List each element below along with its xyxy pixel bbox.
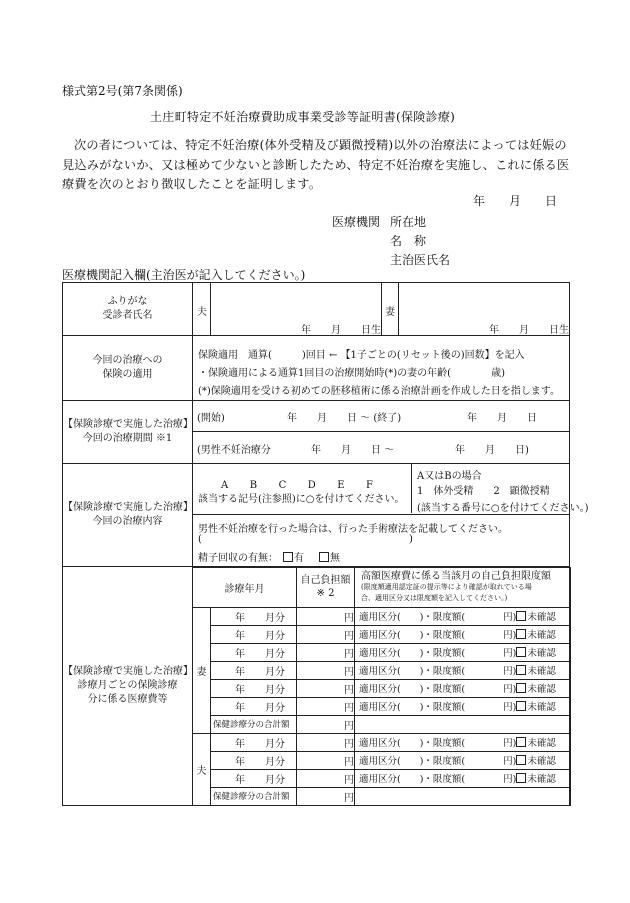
wife-birthdate[interactable]: 年 月 日生 — [489, 325, 569, 336]
costs-cell — [193, 567, 570, 806]
insurance-count-line[interactable]: 保険適用 通算( )回目 ← 【1子ごとの(リセット後の)回数】を記入 — [198, 350, 525, 361]
male-period-start[interactable]: 年 月 日 〜 — [311, 445, 395, 456]
husband-row — [193, 787, 571, 805]
wife-row — [193, 697, 571, 715]
husband-row — [193, 751, 571, 769]
sperm-recovery-label: 精子回収の有無： — [198, 553, 278, 564]
self-pay-header-line1: 自己負担額 — [300, 575, 351, 586]
content-label-line1: 【保険診療で実施した治療】 — [63, 502, 193, 513]
wife-age-line[interactable]: ・保険適用による通算1回目の治療開始時(*)の妻の年齢( 歳) — [198, 368, 505, 379]
husband-subtotal-label: 保健診療分の合計額 — [211, 787, 297, 805]
husband-month-cell[interactable]: 年 月分 — [211, 751, 297, 769]
checkbox-icon[interactable] — [516, 737, 526, 747]
wife-self-pay-cell[interactable]: 円 — [297, 625, 355, 643]
wife-limit-cell[interactable] — [355, 625, 571, 643]
insurance-label-line1: 今回の治療への — [92, 355, 163, 366]
institution-name-label: 名 称 — [390, 234, 427, 248]
paren-open: ( — [198, 534, 202, 545]
husband-row — [193, 769, 571, 787]
wife-self-pay-cell[interactable]: 円 — [297, 679, 355, 697]
self-pay-header-line2: ※ 2 — [316, 588, 335, 599]
section-title: 医療機関記入欄(主治医が記入してください。) — [62, 268, 306, 282]
intro-text: 次の者については、特定不妊治療(体外受精及び顕微授精)以外の治療法によっては妊娠の見込みがないか、又は極めて少ないと診断したため、特定不妊治療を実施し、これに係る医療費を次のとおり徴収したことを証明します。 — [62, 138, 570, 191]
wife-month-cell[interactable]: 年 月分 — [211, 697, 297, 715]
male-surgery-field[interactable] — [207, 532, 402, 546]
unconfirmed-label: 未確認 — [527, 738, 556, 749]
limit-text: 適用区分( )・限度額( 円) — [359, 648, 517, 659]
checkbox-icon[interactable] — [283, 552, 293, 562]
certificate-table — [62, 282, 589, 806]
wife-month-cell[interactable]: 年 月分 — [211, 679, 297, 697]
checkbox-icon[interactable] — [516, 647, 526, 657]
patient-name-label: 受診者氏名 — [102, 310, 153, 321]
wife-month-cell[interactable]: 年 月分 — [211, 643, 297, 661]
costs-label-cell — [63, 567, 193, 806]
male-period-end[interactable]: 年 月 日) — [455, 445, 529, 456]
male-period-label: (男性不妊治療分 — [197, 445, 271, 456]
issue-date[interactable]: 年 月 日 — [473, 194, 558, 208]
limit-text: 適用区分( )・限度額( 円) — [359, 738, 517, 749]
insurance-cell — [193, 336, 570, 401]
wife-month-cell[interactable]: 年 月分 — [211, 607, 297, 625]
self-pay-header — [297, 567, 355, 607]
paren-close: ) — [409, 534, 413, 545]
sperm-no-option[interactable] — [319, 549, 340, 564]
sperm-yes-label: 有 — [294, 553, 304, 564]
costs-table — [192, 567, 571, 806]
male-surgery-line: 男性不妊治療を行った場合は、行った手術療法を記載してください。 — [198, 524, 508, 535]
form-number: 様式第2号(第7条関係) — [62, 84, 183, 98]
wife-self-pay-cell[interactable]: 円 — [297, 643, 355, 661]
limit-text: 適用区分( )・限度額( 円) — [359, 702, 517, 713]
insurance-note: (*)保険適用を受ける初めての胚移植術に係る治療計画を作成した日を指します。 — [198, 386, 561, 397]
wife-limit-cell[interactable] — [355, 679, 571, 697]
unconfirmed-label: 未確認 — [527, 666, 556, 677]
checkbox-icon[interactable] — [516, 755, 526, 765]
insurance-label-line2: 保険の適用 — [102, 369, 153, 380]
limit-text: 適用区分( )・限度額( 円) — [359, 666, 517, 677]
content-label-cell — [63, 464, 193, 567]
husband-subtotal-blank — [355, 787, 571, 805]
period-start-label: (開始) — [197, 413, 225, 424]
unconfirmed-label: 未確認 — [527, 702, 556, 713]
costs-label-line3: 分に係る医療費等 — [87, 694, 168, 705]
wife-limit-cell[interactable] — [355, 661, 571, 679]
wife-self-pay-cell[interactable]: 円 — [297, 661, 355, 679]
period-end-date[interactable]: 年 月 日 — [467, 413, 537, 424]
wife-self-pay-cell[interactable]: 円 — [297, 697, 355, 715]
furigana-label: ふりがな — [107, 296, 148, 307]
costs-label-line2: 診療月ごとの保険診療 — [77, 680, 178, 691]
period-start-date[interactable]: 年 月 日 〜 (終了) — [287, 413, 402, 424]
doctor-name-label: 主治医氏名 — [390, 253, 451, 267]
patient-label-cell — [63, 283, 193, 336]
checkbox-icon[interactable] — [319, 552, 329, 562]
unconfirmed-label: 未確認 — [527, 774, 556, 785]
wife-row — [193, 643, 571, 661]
page-title: 土庄町特定不妊治療費助成事業受診等証明書(保険診療) — [150, 110, 456, 124]
husband-limit-cell[interactable] — [355, 769, 571, 787]
sperm-no-label: 無 — [330, 553, 340, 564]
husband-label: 夫 — [197, 307, 207, 318]
wife-row — [193, 715, 571, 733]
limit-header-line3: 合、適用区分又は限度額を記入してください。) — [361, 593, 508, 602]
husband-month-cell[interactable]: 年 月分 — [211, 769, 297, 787]
wife-row — [193, 625, 571, 643]
content-label-line2: 今回の治療内容 — [92, 516, 163, 527]
limit-text: 適用区分( )・限度額( 円) — [359, 612, 517, 623]
patient-names-cell — [193, 283, 570, 336]
period-label-line2: 今回の治療期間 ※1 — [82, 433, 173, 444]
ab-title: A又はBの場合 — [417, 471, 482, 482]
treatment-options[interactable]: A B C D E F — [221, 480, 374, 491]
checkbox-icon[interactable] — [516, 773, 526, 783]
sperm-yes-option[interactable] — [283, 549, 304, 564]
limit-header — [355, 567, 571, 607]
costs-label-line1: 【保険診療で実施した治療】 — [63, 666, 193, 677]
limit-header-line2: (限度額適用認定証の提示等により確認が取れている場 — [361, 582, 532, 591]
husband-subtotal-value[interactable]: 円 — [297, 787, 355, 805]
husband-self-pay-cell[interactable]: 円 — [297, 769, 355, 787]
content-cell — [193, 464, 589, 567]
husband-row — [193, 733, 571, 751]
wife-label: 妻 — [385, 307, 395, 318]
wife-month-cell[interactable]: 年 月分 — [211, 625, 297, 643]
period-label-cell — [63, 401, 193, 464]
husband-limit-cell[interactable] — [355, 751, 571, 769]
limit-text: 適用区分( )・限度額( 円) — [359, 684, 517, 695]
treatment-instruction: 該当する記号(注参照)に○を付けてください。 — [198, 494, 405, 505]
wife-subtotal-blank — [355, 715, 571, 733]
wife-row — [193, 661, 571, 679]
wife-limit-cell[interactable] — [355, 697, 571, 715]
wife-row — [193, 607, 571, 625]
limit-text: 適用区分( )・限度額( 円) — [359, 630, 517, 641]
insurance-label-cell — [63, 336, 193, 401]
month-header: 診療年月 — [193, 567, 297, 607]
wife-month-cell[interactable]: 年 月分 — [211, 661, 297, 679]
checkbox-icon[interactable] — [516, 611, 526, 621]
wife-self-pay-cell[interactable]: 円 — [297, 607, 355, 625]
unconfirmed-label: 未確認 — [527, 684, 556, 695]
wife-row — [193, 679, 571, 697]
wife-limit-cell[interactable] — [355, 643, 571, 661]
husband-self-pay-cell[interactable]: 円 — [297, 733, 355, 751]
husband-month-cell[interactable]: 年 月分 — [211, 733, 297, 751]
checkbox-icon[interactable] — [516, 629, 526, 639]
limit-text: 適用区分( )・限度額( 円) — [359, 756, 517, 767]
unconfirmed-label: 未確認 — [527, 648, 556, 659]
address-label: 所在地 — [390, 215, 427, 229]
husband-self-pay-cell[interactable]: 円 — [297, 751, 355, 769]
unconfirmed-label: 未確認 — [527, 756, 556, 767]
husband-birthdate[interactable]: 年 月 日生 — [301, 325, 381, 336]
husband-group-label: 夫 — [193, 733, 211, 805]
ab-options[interactable]: 1 体外受精 2 顕微授精 — [417, 486, 550, 497]
checkbox-icon[interactable] — [516, 665, 526, 675]
wife-group-label: 妻 — [193, 607, 211, 733]
institution-label: 医療機関 — [332, 215, 381, 229]
checkbox-icon[interactable] — [516, 701, 526, 711]
husband-limit-cell[interactable] — [355, 733, 571, 751]
limit-text: 適用区分( )・限度額( 円) — [359, 774, 517, 785]
unconfirmed-label: 未確認 — [527, 630, 556, 641]
wife-limit-cell[interactable] — [355, 607, 571, 625]
ab-note: (該当する番号に○を付けてください。) — [417, 503, 589, 514]
checkbox-icon[interactable] — [516, 683, 526, 693]
limit-header-line1: 高額医療費に係る当該月の自己負担限度額 — [361, 570, 551, 582]
period-cell — [193, 401, 570, 464]
unconfirmed-label: 未確認 — [527, 612, 556, 623]
wife-subtotal-label: 保健診療分の合計額 — [211, 715, 297, 733]
wife-subtotal-value[interactable]: 円 — [297, 715, 355, 733]
period-label-line1: 【保険診療で実施した治療】 — [63, 419, 193, 430]
